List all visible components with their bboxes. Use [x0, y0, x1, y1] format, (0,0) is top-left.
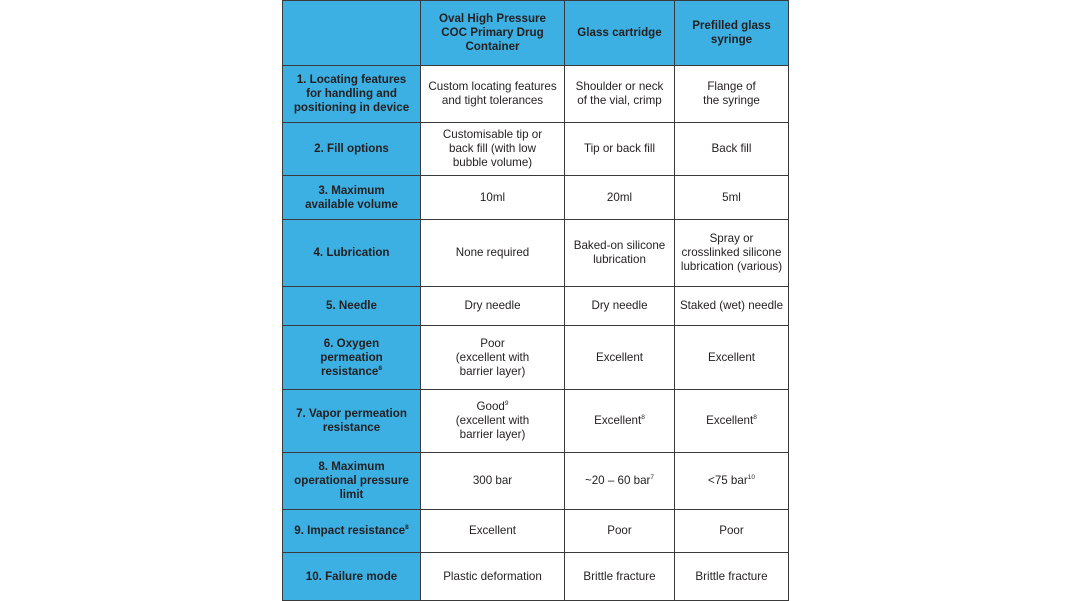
- cell-text: lubrication: [593, 253, 646, 266]
- cell-text-line: [424, 94, 561, 108]
- footnote-reference: 8: [753, 414, 757, 422]
- cell-text-line: [286, 337, 417, 351]
- footnote-reference: 9: [504, 400, 509, 408]
- cell-text-line: [678, 191, 785, 205]
- cell-text: syringe: [710, 33, 753, 46]
- cell-text-line: [678, 474, 785, 488]
- table-cell: [675, 553, 789, 601]
- cell-text-line: [424, 40, 561, 54]
- cell-text: Poor: [480, 336, 505, 350]
- cell-text-line: [568, 299, 671, 313]
- cell-text-line: [286, 73, 417, 87]
- cell-text: bubble volume): [452, 156, 533, 169]
- header-coc-container: [421, 1, 565, 66]
- cell-text: 5ml: [722, 190, 741, 204]
- cell-text: Spray or: [709, 232, 754, 245]
- footnote-reference: 8: [641, 414, 645, 422]
- cell-text-line: [424, 80, 561, 94]
- cell-text-line: [678, 351, 785, 365]
- cell-text-line: [568, 239, 671, 253]
- table-cell: [421, 390, 565, 453]
- cell-text-line: [568, 570, 671, 584]
- table-row: [283, 220, 789, 287]
- table-row: [283, 510, 789, 553]
- cell-text-line: [424, 428, 561, 442]
- cell-text: 2. Fill options: [314, 142, 389, 155]
- footnote-reference: 8: [378, 364, 382, 372]
- cell-text-line: [678, 232, 785, 246]
- footnote-reference: 7: [650, 474, 655, 482]
- cell-text: Excellent: [594, 414, 642, 427]
- cell-text: 1. Locating features: [296, 73, 407, 86]
- cell-text-line: [424, 414, 561, 428]
- table-cell: [675, 220, 789, 287]
- cell-text: COC Primary Drug: [441, 26, 544, 39]
- cell-text-line: [568, 253, 671, 267]
- cell-text: Glass cartridge: [577, 26, 662, 39]
- cell-text-line: [424, 299, 561, 313]
- table-cell: [565, 220, 675, 287]
- cell-text: Good: [476, 400, 505, 413]
- cell-text: Dry needle: [464, 299, 521, 312]
- table-cell: [421, 176, 565, 220]
- table-row: [283, 176, 789, 220]
- cell-text: for handling and: [306, 87, 397, 100]
- cell-text: Customisable tip or: [442, 128, 543, 141]
- cell-text: Poor: [719, 524, 744, 537]
- cell-text-line: [286, 407, 417, 421]
- comparison-table: [282, 0, 789, 601]
- cell-text-line: [678, 19, 785, 33]
- cell-text: 300 bar: [472, 474, 513, 487]
- cell-text-line: [424, 128, 561, 142]
- cell-text-line: [286, 524, 417, 538]
- table-cell: [565, 510, 675, 553]
- cell-text-line: [286, 421, 417, 435]
- cell-text: Excellent: [706, 414, 754, 427]
- cell-text: Dry needle: [591, 299, 648, 312]
- cell-text-line: [286, 570, 417, 584]
- cell-text-line: [424, 351, 561, 365]
- cell-text-line: [568, 142, 671, 156]
- cell-text-line: [678, 260, 785, 274]
- cell-text-line: [678, 246, 785, 260]
- row-label: [283, 66, 421, 123]
- table-row: [283, 553, 789, 601]
- cell-text-line: [678, 33, 785, 47]
- cell-text: Brittle fracture: [695, 569, 768, 583]
- cell-text-line: [286, 460, 417, 474]
- cell-text: permeation: [320, 350, 383, 364]
- cell-text: barrier layer): [459, 364, 526, 378]
- cell-text-line: [424, 474, 561, 488]
- cell-text-line: [568, 191, 671, 205]
- cell-text: Tip or back fill: [583, 142, 656, 155]
- cell-text-line: [678, 570, 785, 584]
- cell-text: ~20 – 60 bar: [584, 474, 651, 487]
- cell-text-line: [286, 184, 417, 198]
- cell-text: barrier layer): [459, 428, 526, 441]
- table-cell: [565, 176, 675, 220]
- cell-text-line: [286, 142, 417, 156]
- cell-text: 7. Vapor permeation: [296, 407, 407, 420]
- row-label: [283, 220, 421, 287]
- table-cell: [675, 287, 789, 326]
- cell-text: Container: [465, 40, 520, 53]
- table-cell: [421, 453, 565, 510]
- footnote-reference: 8: [405, 524, 409, 532]
- cell-text: Shoulder or neck: [575, 80, 664, 93]
- header-prefilled-syringe: [675, 1, 789, 66]
- cell-text-line: [678, 94, 785, 108]
- table-row: [283, 123, 789, 176]
- cell-text: Excellent: [468, 524, 517, 537]
- table-cell: [421, 287, 565, 326]
- cell-text: lubrication (various): [680, 260, 783, 273]
- cell-text-line: [424, 12, 561, 26]
- table-cell: [421, 510, 565, 553]
- table-cell: [565, 553, 675, 601]
- cell-text-line: [678, 299, 785, 313]
- table-cell: [565, 453, 675, 510]
- cell-text-line: [286, 488, 417, 502]
- table-row: [283, 453, 789, 510]
- cell-text: Custom locating features: [428, 80, 557, 93]
- cell-text-line: [286, 101, 417, 115]
- table-cell: [421, 326, 565, 390]
- cell-text-line: [568, 26, 671, 40]
- cell-text-line: [424, 524, 561, 538]
- cell-text-line: [286, 87, 417, 101]
- cell-text: Staked (wet) needle: [679, 299, 784, 312]
- table-row: [283, 66, 789, 123]
- cell-text-line: [424, 142, 561, 156]
- cell-text-line: [424, 365, 561, 379]
- table-cell: [675, 176, 789, 220]
- cell-text-line: [678, 80, 785, 94]
- cell-text: resistance: [322, 421, 381, 434]
- row-label: [283, 510, 421, 553]
- cell-text-line: [286, 198, 417, 212]
- cell-text: 4. Lubrication: [313, 246, 390, 259]
- cell-text-line: [424, 191, 561, 205]
- cell-text-line: [568, 474, 671, 488]
- row-label: [283, 123, 421, 176]
- cell-text-line: [286, 365, 417, 379]
- cell-text: <75 bar: [708, 474, 748, 487]
- table-cell: [565, 326, 675, 390]
- cell-text: resistance: [321, 364, 379, 378]
- cell-text: Oval High Pressure: [439, 12, 546, 25]
- cell-text: positioning in device: [293, 101, 410, 114]
- cell-text: 10. Failure mode: [305, 569, 398, 583]
- cell-text-line: [678, 414, 785, 428]
- header-corner-cell: [283, 1, 421, 66]
- cell-text: 5. Needle: [326, 299, 377, 312]
- row-label: [283, 390, 421, 453]
- cell-text: crosslinked silicone: [681, 246, 782, 259]
- cell-text: Prefilled glass: [692, 19, 771, 32]
- header-row: [283, 1, 789, 66]
- table-cell: [565, 66, 675, 123]
- cell-text: and tight tolerances: [441, 94, 544, 107]
- footnote-reference: 10: [747, 474, 755, 482]
- cell-text: Flange of: [707, 80, 756, 93]
- cell-text-line: [286, 299, 417, 313]
- table-cell: [675, 326, 789, 390]
- table-cell: [421, 66, 565, 123]
- row-label: [283, 287, 421, 326]
- cell-text: back fill (with low: [449, 142, 536, 155]
- cell-text-line: [568, 94, 671, 108]
- row-label: [283, 553, 421, 601]
- table-cell: [675, 510, 789, 553]
- cell-text: (excellent with: [455, 350, 530, 364]
- cell-text: Plastic deformation: [443, 569, 542, 583]
- table-row: [283, 287, 789, 326]
- cell-text-line: [568, 80, 671, 94]
- cell-text-line: [424, 337, 561, 351]
- cell-text: Excellent: [595, 350, 644, 364]
- table-cell: [565, 287, 675, 326]
- cell-text: 9. Impact resistance: [294, 524, 406, 537]
- cell-text-line: [678, 142, 785, 156]
- cell-text: available volume: [305, 197, 398, 211]
- cell-text-line: [568, 414, 671, 428]
- cell-text: (excellent with: [455, 414, 530, 427]
- table-cell: [421, 220, 565, 287]
- table-cell: [675, 66, 789, 123]
- cell-text-line: [678, 524, 785, 538]
- cell-text-line: [568, 524, 671, 538]
- cell-text: the syringe: [703, 94, 760, 107]
- cell-text: None required: [455, 246, 530, 259]
- cell-text: 8. Maximum: [318, 460, 385, 473]
- row-label: [283, 326, 421, 390]
- cell-text-line: [568, 351, 671, 365]
- cell-text: Brittle fracture: [583, 569, 656, 583]
- cell-text-line: [424, 570, 561, 584]
- table-cell: [675, 453, 789, 510]
- cell-text-line: [286, 474, 417, 488]
- table-cell: [675, 390, 789, 453]
- row-label: [283, 453, 421, 510]
- table-cell: [565, 390, 675, 453]
- cell-text-line: [286, 351, 417, 365]
- cell-text: 3. Maximum: [318, 183, 385, 197]
- table-row: [283, 326, 789, 390]
- cell-text: 6. Oxygen: [323, 336, 380, 350]
- table-cell: [565, 123, 675, 176]
- cell-text: Excellent: [707, 350, 756, 364]
- cell-text: limit: [339, 488, 364, 501]
- header-glass-cartridge: [565, 1, 675, 66]
- table-cell: [421, 123, 565, 176]
- cell-text-line: [424, 156, 561, 170]
- table-row: [283, 390, 789, 453]
- cell-text-line: [424, 26, 561, 40]
- cell-text-line: [424, 246, 561, 260]
- row-label: [283, 176, 421, 220]
- cell-text: 10ml: [479, 190, 506, 204]
- cell-text: Poor: [607, 524, 632, 537]
- cell-text: 20ml: [606, 190, 633, 204]
- cell-text: of the vial, crimp: [577, 94, 662, 107]
- cell-text: operational pressure: [294, 474, 409, 487]
- table-cell: [421, 553, 565, 601]
- cell-text: Baked-on silicone: [573, 239, 666, 252]
- table-cell: [675, 123, 789, 176]
- cell-text-line: [424, 400, 561, 414]
- cell-text-line: [286, 246, 417, 260]
- cell-text: Back fill: [711, 142, 752, 155]
